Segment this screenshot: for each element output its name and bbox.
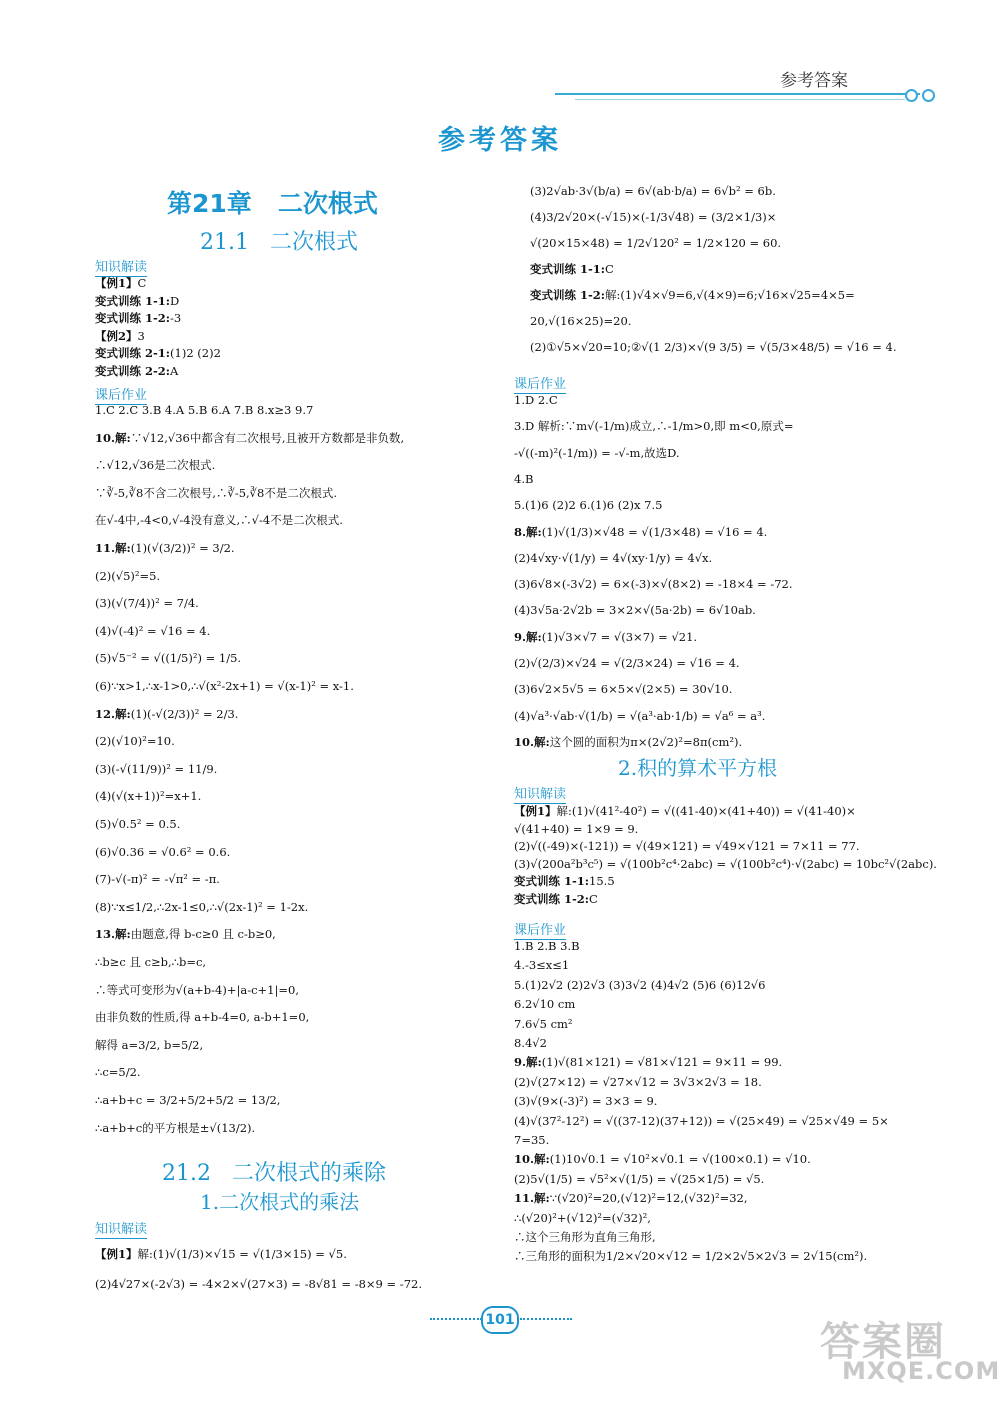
answer-line: ∴a+b+c的平方根是±√(13/2). [95, 1120, 256, 1135]
answer-line: (4)3/2√20×(-√15)×(-1/3√48) = (3/2×1/3)× [530, 210, 777, 224]
tag-homework: 课后作业 [514, 373, 566, 394]
answer-line: 8.解:(1)√(1/3)×√48 = √(1/3×48) = √16 = 4. [514, 524, 768, 539]
answer-line: √(20×15×48) = 1/2√120² = 1/2×120 = 60. [530, 236, 782, 250]
tag-knowledge: 知识解读 [95, 256, 147, 277]
answer-line: 【例1】解:(1)√(41²-40²) = √((41-40)×(41+40)) = √(41-40)× [514, 804, 856, 818]
answer-label: 【例1】 [514, 804, 557, 818]
answer-line: 11.解:∵(√20)²=20,(√12)²=12,(√32)²=32, [514, 1191, 748, 1206]
watermark-logo: 答案圈 [820, 1319, 946, 1365]
answer-label: 9.解: [514, 1055, 542, 1070]
answer-label: 变式训练 2-2: [95, 363, 171, 378]
answer-label: 12.解: [95, 706, 131, 721]
answer-label: 变式训练 2-1: [95, 346, 171, 360]
answer-line: 变式训练 2-1:(1)2 (2)2 [95, 346, 221, 360]
answer-line: 4.B [514, 471, 534, 486]
answer-line: (8)∵x≤1/2,∴2x-1≤0,∴√(2x-1)² = 1-2x. [95, 899, 309, 914]
answer-line: 5.(1)6 (2)2 6.(1)6 (2)x 7.5 [514, 498, 663, 513]
answer-line: (2)(√5)²=5. [95, 568, 161, 583]
watermark-site: MXQE.COM [842, 1357, 1000, 1385]
answer-line: 由非负数的性质,得 a+b-4=0, a-b+1=0, [95, 1010, 310, 1025]
answer-line: 变式训练 1-1:C [530, 262, 614, 276]
answer-line: ∴这个三角形为直角三角形, [514, 1230, 656, 1244]
answer-line: 12.解:(1)(-√(2/3))² = 2/3. [95, 706, 239, 721]
answer-label: 变式训练 1-2: [514, 891, 590, 906]
answer-line: 5.(1)2√2 (2)2√3 (3)3√2 (4)4√2 (5)6 (6)12√6 [514, 977, 766, 992]
answer-line: 8.4√2 [514, 1036, 547, 1050]
answer-line: 1.C 2.C 3.B 4.A 5.B 6.A 7.B 8.x≥3 9.7 [95, 403, 314, 417]
answer-line: ∴b≥c 且 c≥b,∴b=c, [95, 955, 207, 969]
tag-homework: 课后作业 [95, 384, 147, 405]
answer-line: (2)√(27×12) = √27×√12 = 3√3×2√3 = 18. [514, 1074, 762, 1089]
answer-label: 8.解: [514, 524, 542, 539]
answer-label: 变式训练 1-1: [95, 293, 171, 308]
subsection-heading: 1.二次根式的乘法 [200, 1190, 360, 1214]
answer-line: (2)①√5×√20=10;②√(1 2/3)×√(9 3/5) = √(5/3×48/5) = √16 = 4. [530, 340, 897, 354]
answer-line: (4)√(37²-12²) = √((37-12)(37+12)) = √(25×49) = √25×√49 = 5× [514, 1113, 889, 1128]
answer-line: (4)3√5a·2√2b = 3×2×√(5a·2b) = 6√10ab. [514, 603, 756, 618]
answer-line: 11.解:(1)(√(3/2))² = 3/2. [95, 541, 235, 555]
answer-line: 【例1】C [95, 276, 147, 290]
answer-line: 1.D 2.C [514, 393, 558, 407]
answer-label: 11.解: [95, 541, 131, 555]
answer-label: 【例2】 [95, 328, 138, 343]
answer-label: 9.解: [514, 629, 542, 644]
answer-line: 【例2】3 [95, 328, 145, 343]
answer-line: ∵∛-5,∛8不含二次根号,∴∛-5,∛8不是二次根式. [95, 485, 337, 500]
answer-line: (4)√a³·√ab·√(1/b) = √(a³·ab·1/b) = √a⁶ = a³. [514, 708, 766, 723]
answer-line: (2)4√xy·√(1/y) = 4√(xy·1/y) = 4√x. [514, 550, 713, 565]
answer-line: 9.解:(1)√(81×121) = √81×√121 = 9×11 = 99. [514, 1055, 783, 1070]
answer-line: 3.D 解析:∵m√(-1/m)成立,∴-1/m>0,即 m<0,原式= [514, 419, 794, 434]
answer-line: 10.解:∵√12,√36中都含有二次根号,且被开方数都是非负数, [95, 430, 405, 445]
answer-line: (3)√(200a²b³c⁵) = √(100b²c⁴·2abc) = √(100b²c⁴)·√(2abc) = 10bc²√(2abc). [514, 856, 937, 871]
answer-line: (4)√(-4)² = √16 = 4. [95, 623, 211, 638]
answer-line: 7.6√5 cm² [514, 1016, 573, 1031]
answer-line: (3)(-√(11/9))² = 11/9. [95, 761, 218, 776]
answer-line: (2)4√27×(-2√3) = -4×2×√(27×3) = -8√81 = -8×9 = -72. [95, 1277, 422, 1291]
header-rule-thin [575, 99, 905, 100]
answer-line: 变式训练 1-2:-3 [95, 311, 182, 325]
answer-line: (7)-√(-π)² = -√π² = -π. [95, 872, 220, 887]
answer-line: 10.解:这个圆的面积为π×(2√2)²=8π(cm²). [514, 734, 743, 749]
answer-line: ∴等式可变形为√(a+b-4)+|a-c+1|=0, [95, 982, 299, 997]
answer-line: ∴a+b+c = 3/2+5/2+5/2 = 13/2, [95, 1093, 281, 1107]
chapter-heading: 第21章 二次根式 [167, 189, 378, 218]
answer-line: ∴(√20)²+(√12)²=(√32)², [514, 1210, 651, 1225]
answer-line: 1.B 2.B 3.B [514, 939, 580, 953]
answer-line: 变式训练 1-1:D [95, 293, 180, 308]
answer-label: 10.解: [514, 1152, 550, 1167]
answer-line: (5)√5⁻² = √((1/5)²) = 1/5. [95, 651, 242, 666]
section-heading: 2.积的算术平方根 [618, 756, 778, 780]
answer-line: (3)6√2×5√5 = 6×5×√(2×5) = 30√10. [514, 682, 733, 697]
answer-line: 7=35. [514, 1133, 550, 1147]
tag-homework: 课后作业 [514, 919, 566, 940]
answer-line: 13.解:由题意,得 b-c≥0 且 c-b≥0, [95, 927, 276, 942]
answer-line: (3)2√ab·3√(b/a) = 6√(ab·b/a) = 6√b² = 6b. [530, 184, 776, 198]
answer-line: 变式训练 1-2:C [514, 891, 598, 906]
answer-line: ∴三角形的面积为1/2×√20×√12 = 1/2×2√5×2√3 = 2√15(cm²). [514, 1249, 868, 1264]
answer-line: (6)√0.36 = √0.6² = 0.6. [95, 844, 231, 859]
tag-knowledge: 知识解读 [514, 783, 566, 804]
answer-label: 10.解: [95, 430, 131, 445]
running-header: 参考答案 [780, 71, 848, 91]
page-number: 101 [481, 1306, 519, 1334]
answer-line: 在√-4中,-4<0,√-4没有意义,∴√-4不是二次根式. [95, 513, 343, 528]
answer-line: (5)√0.5² = 0.5. [95, 817, 181, 831]
header-dot-icon [922, 89, 935, 102]
answer-line: 变式训练 1-1:15.5 [514, 874, 615, 888]
tag-knowledge: 知识解读 [95, 1218, 147, 1239]
answer-label: 【例1】 [95, 1247, 138, 1261]
answer-line: (3)√(9×(-3)²) = 3×3 = 9. [514, 1094, 658, 1109]
answer-line: 【例1】解:(1)√(1/3)×√15 = √(1/3×15) = √5. [95, 1247, 347, 1261]
answer-line: (3)(√(7/4))² = 7/4. [95, 596, 199, 611]
page-title: 参考答案 [438, 125, 562, 156]
answer-label: 变式训练 1-1: [514, 874, 590, 888]
answer-label: 11.解: [514, 1191, 550, 1206]
answer-label: 变式训练 1-2: [530, 288, 606, 302]
answer-line: 9.解:(1)√3×√7 = √(3×7) = √21. [514, 629, 698, 644]
answer-line: ∴√12,√36是二次根式. [95, 458, 216, 473]
answer-line: (3)6√8×(-3√2) = 6×(-3)×√(8×2) = -18×4 = -72. [514, 577, 793, 592]
answer-label: 【例1】 [95, 276, 138, 290]
answer-line: 4.-3≤x≤1 [514, 958, 570, 973]
answer-line: (2)5√(1/5) = √5²×√(1/5) = √(25×1/5) = √5. [514, 1171, 765, 1186]
answer-line: (2)√((-49)×(-121)) = √(49×121) = √49×√121 = 7×11 = 77. [514, 839, 860, 853]
answer-line: 变式训练 1-2:解:(1)√4×√9=6,√(4×9)=6;√16×√25=4×5= [530, 288, 855, 302]
answer-line: √(41+40) = 1×9 = 9. [514, 821, 639, 836]
answer-line: 10.解:(1)10√0.1 = √10²×√0.1 = √(100×0.1) = √10. [514, 1152, 811, 1167]
answer-line: (2)√(2/3)×√24 = √(2/3×24) = √16 = 4. [514, 656, 740, 670]
answer-line: 解得 a=3/2, b=5/2, [95, 1037, 204, 1052]
answer-line: -√((-m)²(-1/m)) = -√-m,故选D. [514, 445, 680, 460]
section-heading: 21.1 二次根式 [200, 230, 358, 255]
answer-label: 变式训练 1-1: [530, 262, 606, 276]
answer-line: (6)∵x>1,∴x-1>0,∴√(x²-2x+1) = √(x-1)² = x-1. [95, 679, 354, 693]
answer-label: 10.解: [514, 734, 550, 749]
header-rule [555, 93, 920, 95]
answer-line: 变式训练 2-2:A [95, 363, 179, 378]
answer-line: (4)(√(x+1))²=x+1. [95, 789, 202, 804]
answer-label: 变式训练 1-2: [95, 311, 171, 325]
answer-label: 13.解: [95, 927, 131, 942]
answer-line: ∴c=5/2. [95, 1065, 141, 1080]
header-dot-icon [905, 89, 918, 102]
section-heading-2: 21.2 二次根式的乘除 [162, 1161, 386, 1186]
answer-line: 20,√(16×25)=20. [530, 314, 632, 328]
answer-line: (2)(√10)²=10. [95, 734, 175, 749]
answer-line: 6.2√10 cm [514, 997, 576, 1012]
